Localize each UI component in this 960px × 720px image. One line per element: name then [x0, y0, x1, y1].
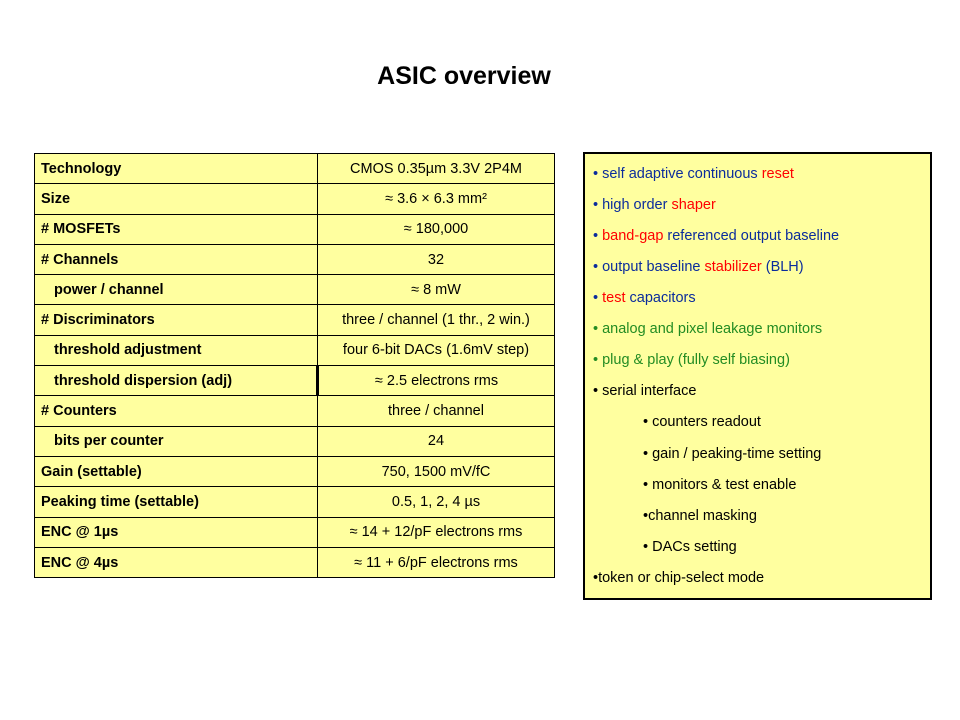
- row-key: Size: [35, 184, 318, 214]
- row-key: threshold dispersion (adj): [35, 366, 318, 396]
- feature-subitem: • DACs setting: [643, 539, 737, 555]
- feature-item: • high order shaper: [593, 197, 716, 213]
- table-row: [35, 214, 555, 244]
- feature-item: • serial interface: [593, 383, 697, 399]
- row-key: # Channels: [35, 244, 318, 274]
- feature-item: • analog and pixel leakage monitors: [593, 321, 823, 337]
- table-row: [35, 154, 555, 184]
- row-value: three / channel: [318, 396, 555, 426]
- table-row: [35, 366, 555, 396]
- row-value: 750, 1500 mV/fC: [318, 456, 555, 486]
- feature-subitem: •channel masking: [643, 508, 757, 524]
- row-value: three / channel (1 thr., 2 win.): [318, 305, 555, 335]
- row-value: 0.5, 1, 2, 4 µs: [318, 487, 555, 517]
- row-key: ENC @ 1µs: [35, 517, 318, 547]
- feature-item: • test capacitors: [593, 290, 696, 306]
- page-title: ASIC overview: [377, 62, 551, 90]
- row-value: 24: [318, 426, 555, 456]
- feature-subitem: • monitors & test enable: [643, 477, 797, 493]
- row-value: ≈ 3.6 × 6.3 mm²: [318, 184, 555, 214]
- row-value: ≈ 11 + 6/pF electrons rms: [318, 547, 555, 577]
- features-box: [583, 152, 932, 600]
- feature-item: • plug & play (fully self biasing): [593, 352, 790, 368]
- feature-subitem: • counters readout: [643, 414, 761, 430]
- feature-item: •token or chip-select mode: [593, 570, 765, 586]
- row-key: # Counters: [35, 396, 318, 426]
- row-key: bits per counter: [35, 426, 318, 456]
- row-key: Gain (settable): [35, 456, 318, 486]
- feature-item: • self adaptive continuous reset: [593, 166, 794, 182]
- row-key: threshold adjustment: [35, 335, 318, 365]
- table-row: [35, 517, 555, 547]
- specs-table: [34, 153, 555, 578]
- table-row: [35, 244, 555, 274]
- table-row: [35, 426, 555, 456]
- row-value: 32: [318, 244, 555, 274]
- table-row: [35, 547, 555, 577]
- table-row: [35, 275, 555, 305]
- feature-item: • band-gap referenced output baseline: [593, 228, 840, 244]
- feature-item: • output baseline stabilizer (BLH): [593, 259, 804, 275]
- table-row: [35, 184, 555, 214]
- table-row: [35, 335, 555, 365]
- row-value: CMOS 0.35µm 3.3V 2P4M: [318, 154, 555, 184]
- table-row: [35, 396, 555, 426]
- table-row: [35, 487, 555, 517]
- table-row: [35, 305, 555, 335]
- row-key: power / channel: [35, 275, 318, 305]
- row-key: ENC @ 4µs: [35, 547, 318, 577]
- row-value: ≈ 14 + 12/pF electrons rms: [318, 517, 555, 547]
- row-value: ≈ 180,000: [318, 214, 555, 244]
- row-key: Technology: [35, 154, 318, 184]
- row-key: # Discriminators: [35, 305, 318, 335]
- row-value: four 6-bit DACs (1.6mV step): [318, 335, 555, 365]
- table-row: [35, 456, 555, 486]
- row-value: ≈ 2.5 electrons rms: [318, 366, 555, 396]
- feature-subitem: • gain / peaking-time setting: [643, 446, 822, 462]
- row-value: ≈ 8 mW: [318, 275, 555, 305]
- row-key: # MOSFETs: [35, 214, 318, 244]
- row-key: Peaking time (settable): [35, 487, 318, 517]
